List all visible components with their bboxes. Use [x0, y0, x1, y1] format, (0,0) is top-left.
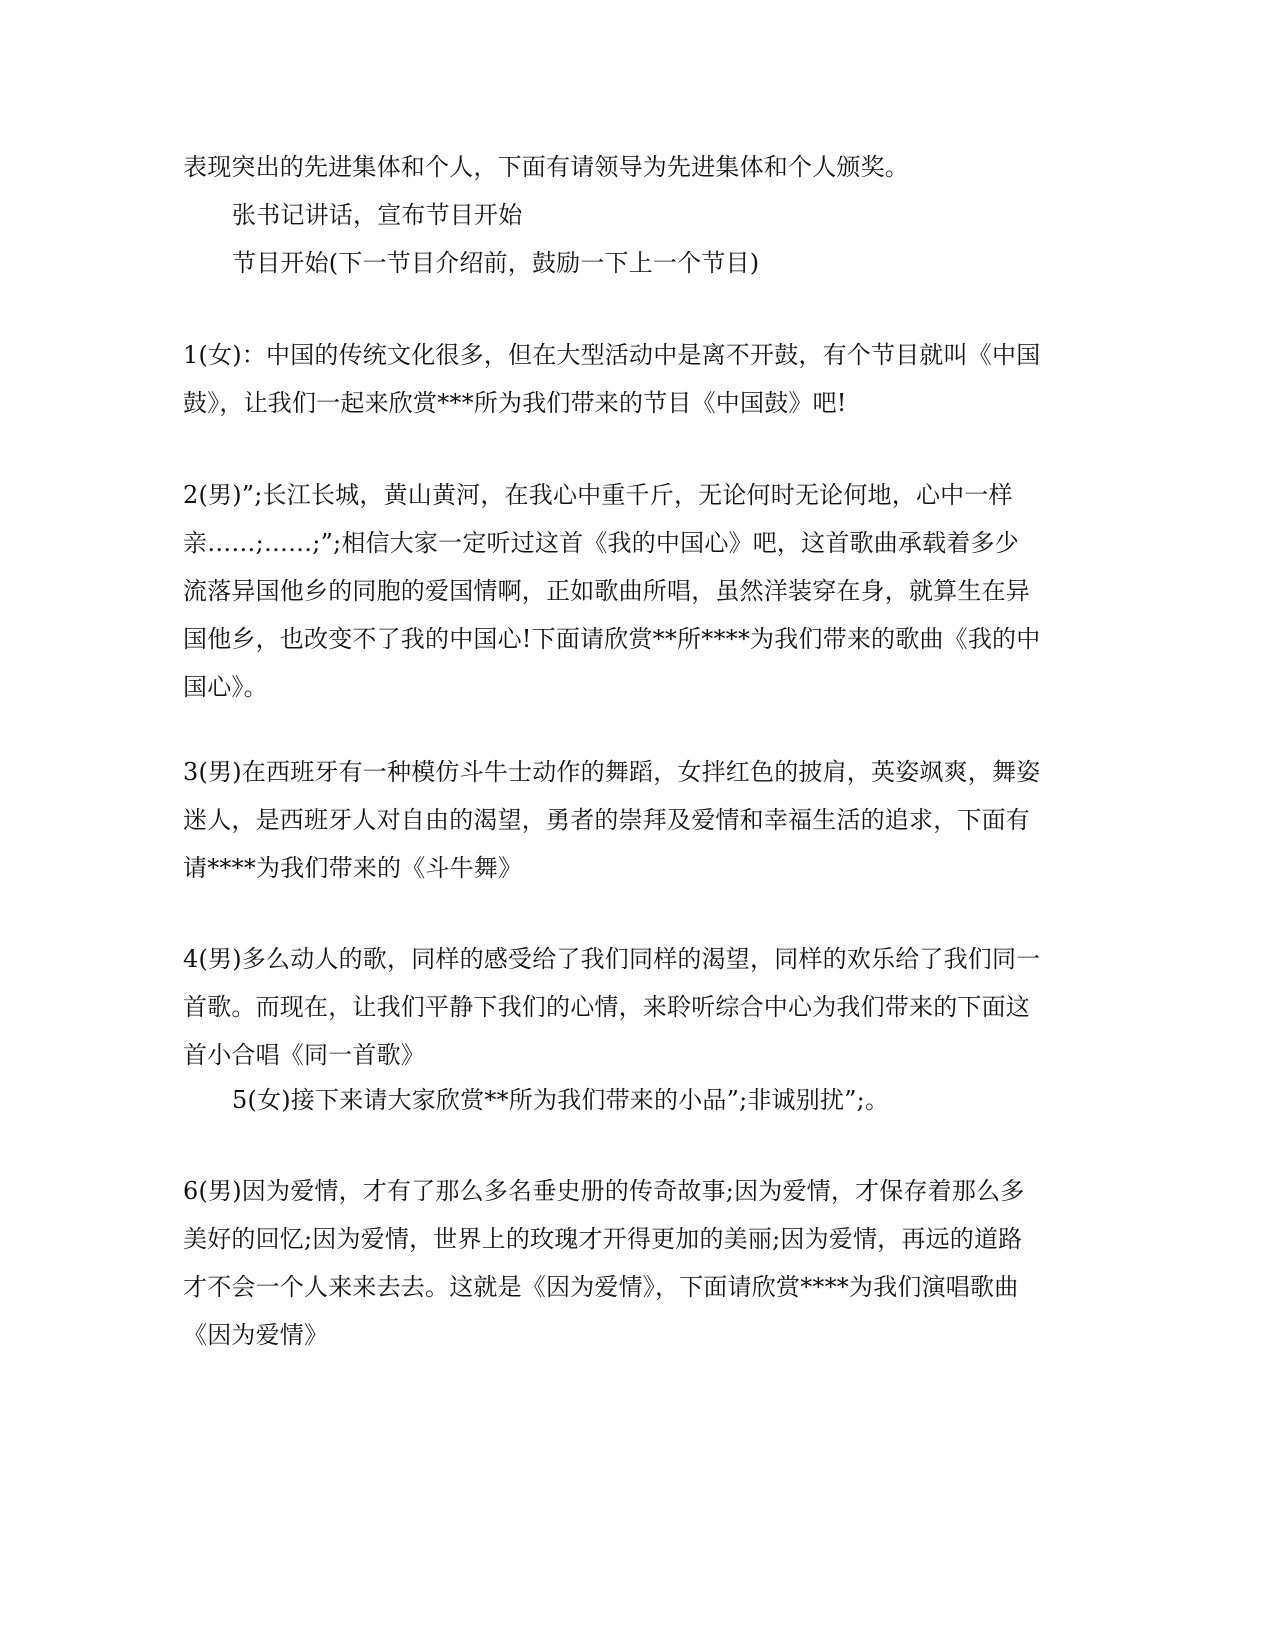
paragraph-item-1: 1(女)：中国的传统文化很多，但在大型活动中是离不开鼓，有个节目就叫《中国鼓》，让我们一起来欣赏***所为我们带来的节目《中国鼓》吧! [183, 341, 1041, 417]
paragraph-item-4: 4(男)多么动人的歌，同样的感受给了我们同样的渴望，同样的欢乐给了我们同一首歌。而现在，让我们平静下我们的心情，来聆听综合中心为我们带来的下面这首小合唱《同一首歌》 [183, 945, 1041, 1069]
paragraph-item-3: 3(男)在西班牙有一种模仿斗牛士动作的舞蹈，女拌红色的披肩，英姿飒爽，舞姿迷人，是西班牙人对自由的渴望，勇者的崇拜及爱情和幸福生活的追求，下面有请****为我们带来的《斗牛舞》 [183, 758, 1041, 882]
paragraph-awards: 表现突出的先进集体和个人，下面有请领导为先进集体和个人颁奖。 [183, 153, 909, 181]
paragraph-item-5: 5(女)接下来请大家欣赏**所为我们带来的小品”;非诚别扰”;。 [232, 1086, 890, 1114]
paragraph-speech: 张书记讲话，宣布节目开始 [232, 201, 523, 229]
paragraph-item-6: 6(男)因为爱情，才有了那么多名垂史册的传奇故事;因为爱情，才保存着那么多美好的回忆;因为爱情，世界上的玫瑰才开得更加的美丽;因为爱情，再远的道路才不会一个人来来去去。这就是《因为爱情》，下面请欣赏****为我们演唱歌曲《因为爱情》 [183, 1177, 1025, 1349]
paragraph-program-start: 节目开始(下一节目介绍前，鼓励一下上一个节目) [232, 249, 760, 277]
paragraph-item-2: 2(男)”;长江长城，黄山黄河，在我心中重千斤，无论何时无论何地，心中一样亲……;……;”;相信大家一定听过这首《我的中国心》吧，这首歌曲承载着多少流落异国他乡的同胞的爱国情啊，正如歌曲所唱，虽然洋装穿在身，就算生在异国他乡，也改变不了我的中国心!下面请欣赏**所****为我们带来的歌曲《我的中国心》。 [183, 481, 1041, 701]
